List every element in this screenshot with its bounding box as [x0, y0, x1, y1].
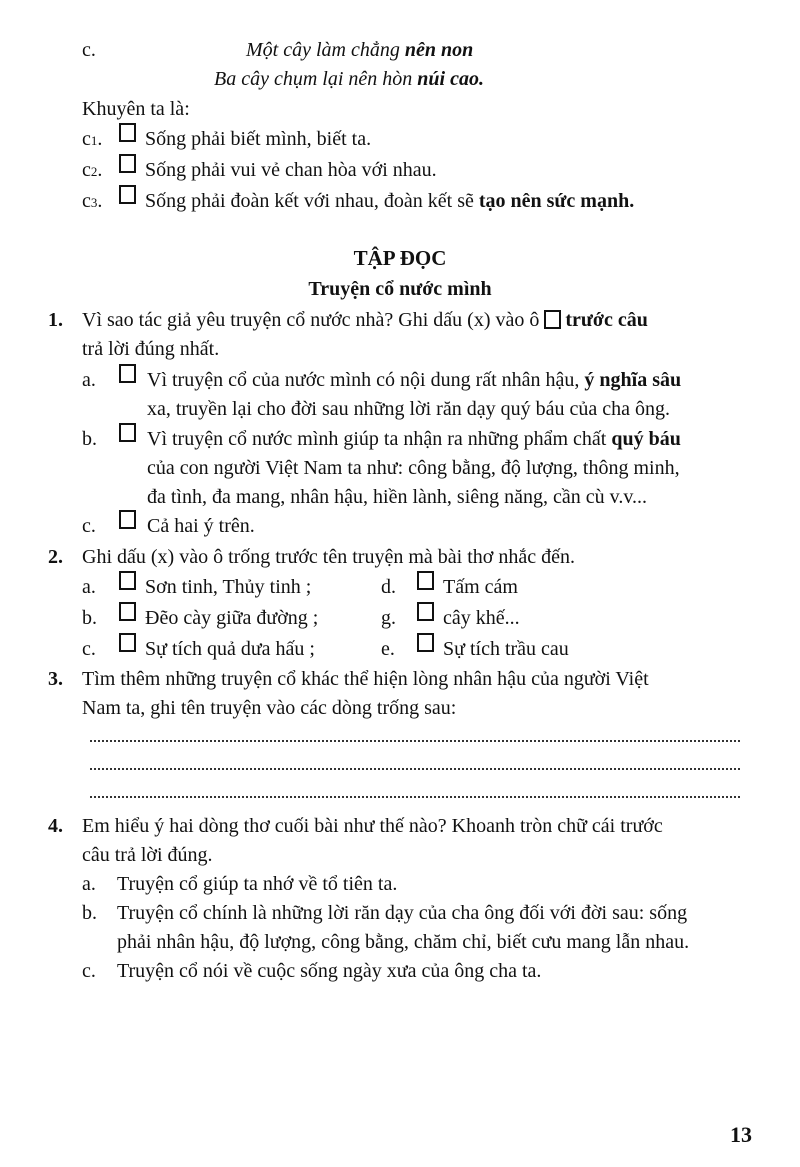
story-option: Tấm cám	[443, 576, 518, 598]
story-option: Sự tích trầu cau	[443, 638, 569, 660]
checkbox[interactable]	[119, 633, 136, 652]
advice-option-text: Sống phải vui vẻ chan hòa với nhau.	[145, 159, 437, 181]
advice-option-text: Sống phải đoàn kết với nhau, đoàn kết sẽ tạo nên sức mạnh.	[145, 190, 635, 212]
story-option: cây khế...	[443, 607, 520, 629]
checkbox[interactable]	[417, 571, 434, 590]
question-number: 3.	[48, 668, 63, 690]
option-label: b.	[82, 607, 97, 629]
q1-option-b-line-2: của con người Việt Nam ta như: công bằng, độ lượng, thông minh,	[147, 457, 680, 479]
q1-text-line-1: Vì sao tác giả yêu truyện cổ nước nhà? Ghi dấu (x) vào ô trước câu	[82, 309, 648, 331]
answer-line[interactable]	[90, 768, 740, 770]
q1-option-c-text: Cả hai ý trên.	[147, 515, 255, 537]
checkbox[interactable]	[119, 571, 136, 590]
checkbox[interactable]	[119, 423, 136, 442]
section-subheading: Truyện cổ nước mình	[308, 278, 492, 300]
checkbox[interactable]	[119, 123, 136, 142]
q4-option-c-text: Truyện cổ nói về cuộc sống ngày xưa của ông cha ta.	[117, 960, 542, 982]
answer-line[interactable]	[90, 796, 740, 798]
option-label[interactable]: c.	[82, 960, 96, 982]
checkbox[interactable]	[417, 602, 434, 621]
q1-option-a-line-1: Vì truyện cổ của nước mình có nội dung rất nhân hậu, ý nghĩa sâu	[147, 369, 682, 391]
proverb-label: c.	[82, 39, 96, 61]
checkbox[interactable]	[119, 154, 136, 173]
q2-text: Ghi dấu (x) vào ô trống trước tên truyện mà bài thơ nhắc đến.	[82, 546, 575, 568]
option-label: c.	[82, 515, 96, 537]
q4-text-line-1: Em hiểu ý hai dòng thơ cuối bài như thế nào? Khoanh tròn chữ cái trước	[82, 815, 663, 837]
checkbox[interactable]	[119, 510, 136, 529]
story-option: Đẽo cày giữa đường ;	[145, 607, 319, 629]
option-label: e.	[381, 638, 395, 660]
page-number: 13	[730, 1122, 752, 1147]
option-label[interactable]: b.	[82, 902, 97, 924]
option-label: g.	[381, 607, 396, 629]
story-option: Sự tích quả dưa hấu ;	[145, 638, 315, 660]
q1-option-b-line-1: Vì truyện cổ nước mình giúp ta nhận ra những phẩm chất quý báu	[147, 428, 681, 450]
answer-line[interactable]	[90, 740, 740, 742]
checkbox[interactable]	[119, 364, 136, 383]
q4-text-line-2: câu trả lời đúng.	[82, 844, 213, 866]
story-option: Sơn tinh, Thủy tinh ;	[145, 576, 312, 598]
checkbox-icon	[544, 310, 561, 329]
option-label: a.	[82, 576, 96, 598]
option-label: c.	[82, 638, 96, 660]
q4-option-b-line-1: Truyện cổ chính là những lời răn dạy của cha ông đối với đời sau: sống	[117, 902, 688, 924]
question-number: 1.	[48, 309, 63, 331]
advice-option-label: c2.	[82, 159, 103, 181]
option-label: d.	[381, 576, 396, 598]
advice-option-label: c1.	[82, 128, 103, 150]
proverb-line-1: Một cây làm chẳng nên non	[246, 39, 474, 61]
q3-text-line-2: Nam ta, ghi tên truyện vào các dòng trống sau:	[82, 697, 457, 719]
q4-option-b-line-2: phải nhân hậu, độ lượng, công bằng, chăm chỉ, biết cưu mang lẫn nhau.	[117, 931, 690, 953]
q1-option-a-line-2: xa, truyền lại cho đời sau những lời răn dạy quý báu của cha ông.	[147, 398, 670, 420]
advice-option-label: c3.	[82, 190, 103, 212]
option-label[interactable]: a.	[82, 873, 96, 895]
option-label: b.	[82, 428, 97, 450]
question-number: 4.	[48, 815, 63, 837]
checkbox[interactable]	[417, 633, 434, 652]
checkbox[interactable]	[119, 185, 136, 204]
advice-option-text: Sống phải biết mình, biết ta.	[145, 128, 372, 150]
checkbox[interactable]	[119, 602, 136, 621]
q1-text-line-2: trả lời đúng nhất.	[82, 338, 220, 360]
option-label: a.	[82, 369, 96, 391]
section-heading: TẬP ĐỌC	[353, 246, 447, 270]
q3-text-line-1: Tìm thêm những truyện cổ khác thể hiện lòng nhân hậu của người Việt	[82, 668, 649, 690]
q4-option-a-text: Truyện cổ giúp ta nhớ về tổ tiên ta.	[117, 873, 398, 895]
proverb-line-2: Ba cây chụm lại nên hòn núi cao.	[214, 68, 484, 90]
q1-option-b-line-3: đa tình, đa mang, nhân hậu, hiền lành, siêng năng, cần cù v.v...	[147, 486, 648, 508]
advice-intro: Khuyên ta là:	[82, 98, 190, 120]
question-number: 2.	[48, 546, 63, 568]
